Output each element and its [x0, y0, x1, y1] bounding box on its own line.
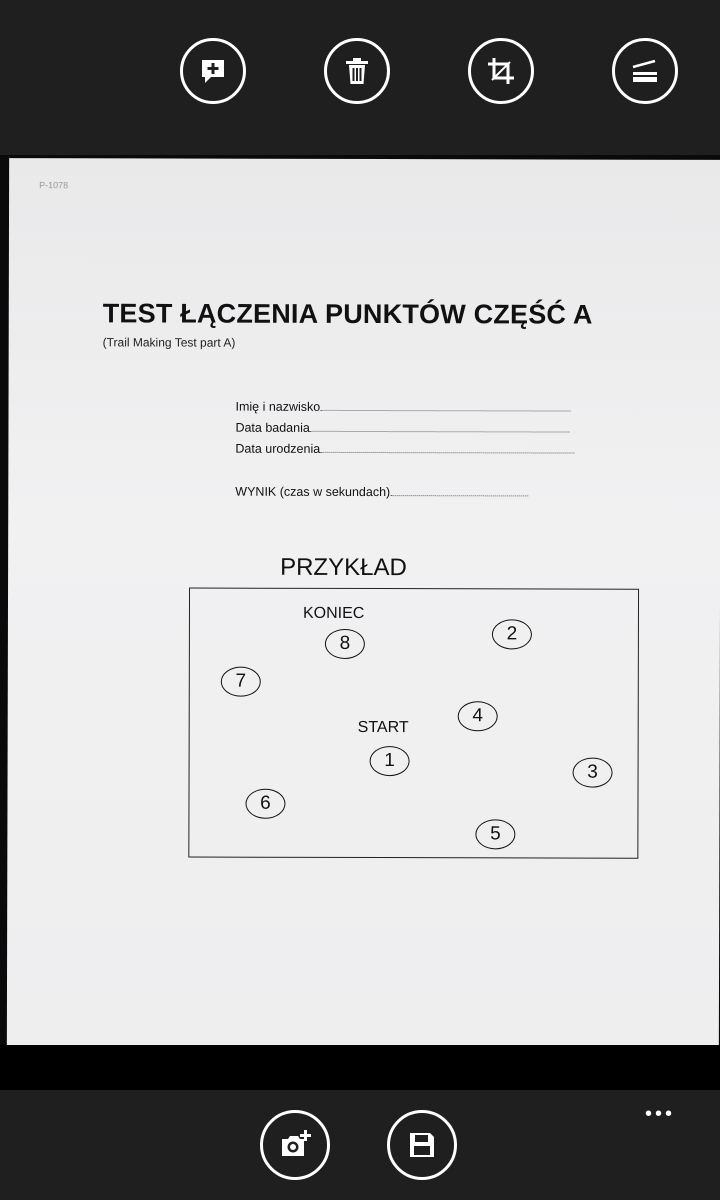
crop-icon — [483, 53, 519, 89]
more-options-button[interactable]: ••• — [645, 1103, 676, 1125]
exam-date-field-label: Data badania — [235, 420, 310, 435]
example-box — [188, 588, 639, 859]
point-5: 5 — [475, 819, 515, 849]
end-label: KONIEC — [302, 604, 365, 623]
exam-date-field — [235, 421, 569, 436]
floppy-disk-icon — [404, 1127, 440, 1163]
delete-button[interactable] — [324, 38, 390, 104]
point-2: 2 — [492, 619, 532, 649]
name-field — [235, 400, 570, 415]
photo-viewer[interactable] — [0, 155, 720, 1045]
document-code: P-1078 — [39, 180, 69, 191]
bottom-app-bar — [0, 1090, 720, 1200]
camera-plus-icon — [277, 1127, 313, 1163]
result-field-line — [390, 487, 528, 496]
crop-button[interactable] — [468, 38, 534, 104]
birth-date-field-line — [320, 444, 574, 454]
exam-date-field-line — [310, 423, 570, 433]
top-app-bar — [0, 0, 720, 155]
trash-icon — [339, 53, 375, 89]
add-photo-button[interactable] — [260, 1110, 330, 1180]
add-note-icon — [195, 53, 231, 89]
point-6: 6 — [245, 789, 285, 819]
scan-button[interactable] — [612, 38, 678, 104]
point-4: 4 — [458, 701, 498, 731]
point-1: 1 — [370, 746, 410, 776]
name-field-label: Imię i nazwisko — [235, 399, 321, 414]
document-title: TEST ŁĄCZENIA PUNKTÓW CZĘŚĆ A — [102, 298, 593, 330]
start-label: START — [357, 718, 409, 737]
name-field-line — [320, 402, 570, 412]
birth-date-field-label: Data urodzenia — [235, 441, 321, 456]
birth-date-field — [235, 442, 574, 457]
point-3: 3 — [573, 758, 613, 788]
point-8: 8 — [325, 629, 365, 659]
point-7: 7 — [221, 667, 261, 697]
scanned-document — [7, 158, 720, 1045]
result-field-label: WYNIK (czas w sekundach) — [235, 484, 391, 500]
document-subtitle: (Trail Making Test part A) — [102, 335, 236, 350]
add-note-button[interactable] — [180, 38, 246, 104]
result-field — [235, 485, 528, 500]
save-button[interactable] — [387, 1110, 457, 1180]
spacer — [0, 1045, 720, 1090]
example-title: PRZYKŁAD — [280, 553, 407, 582]
scanner-icon — [627, 53, 663, 89]
